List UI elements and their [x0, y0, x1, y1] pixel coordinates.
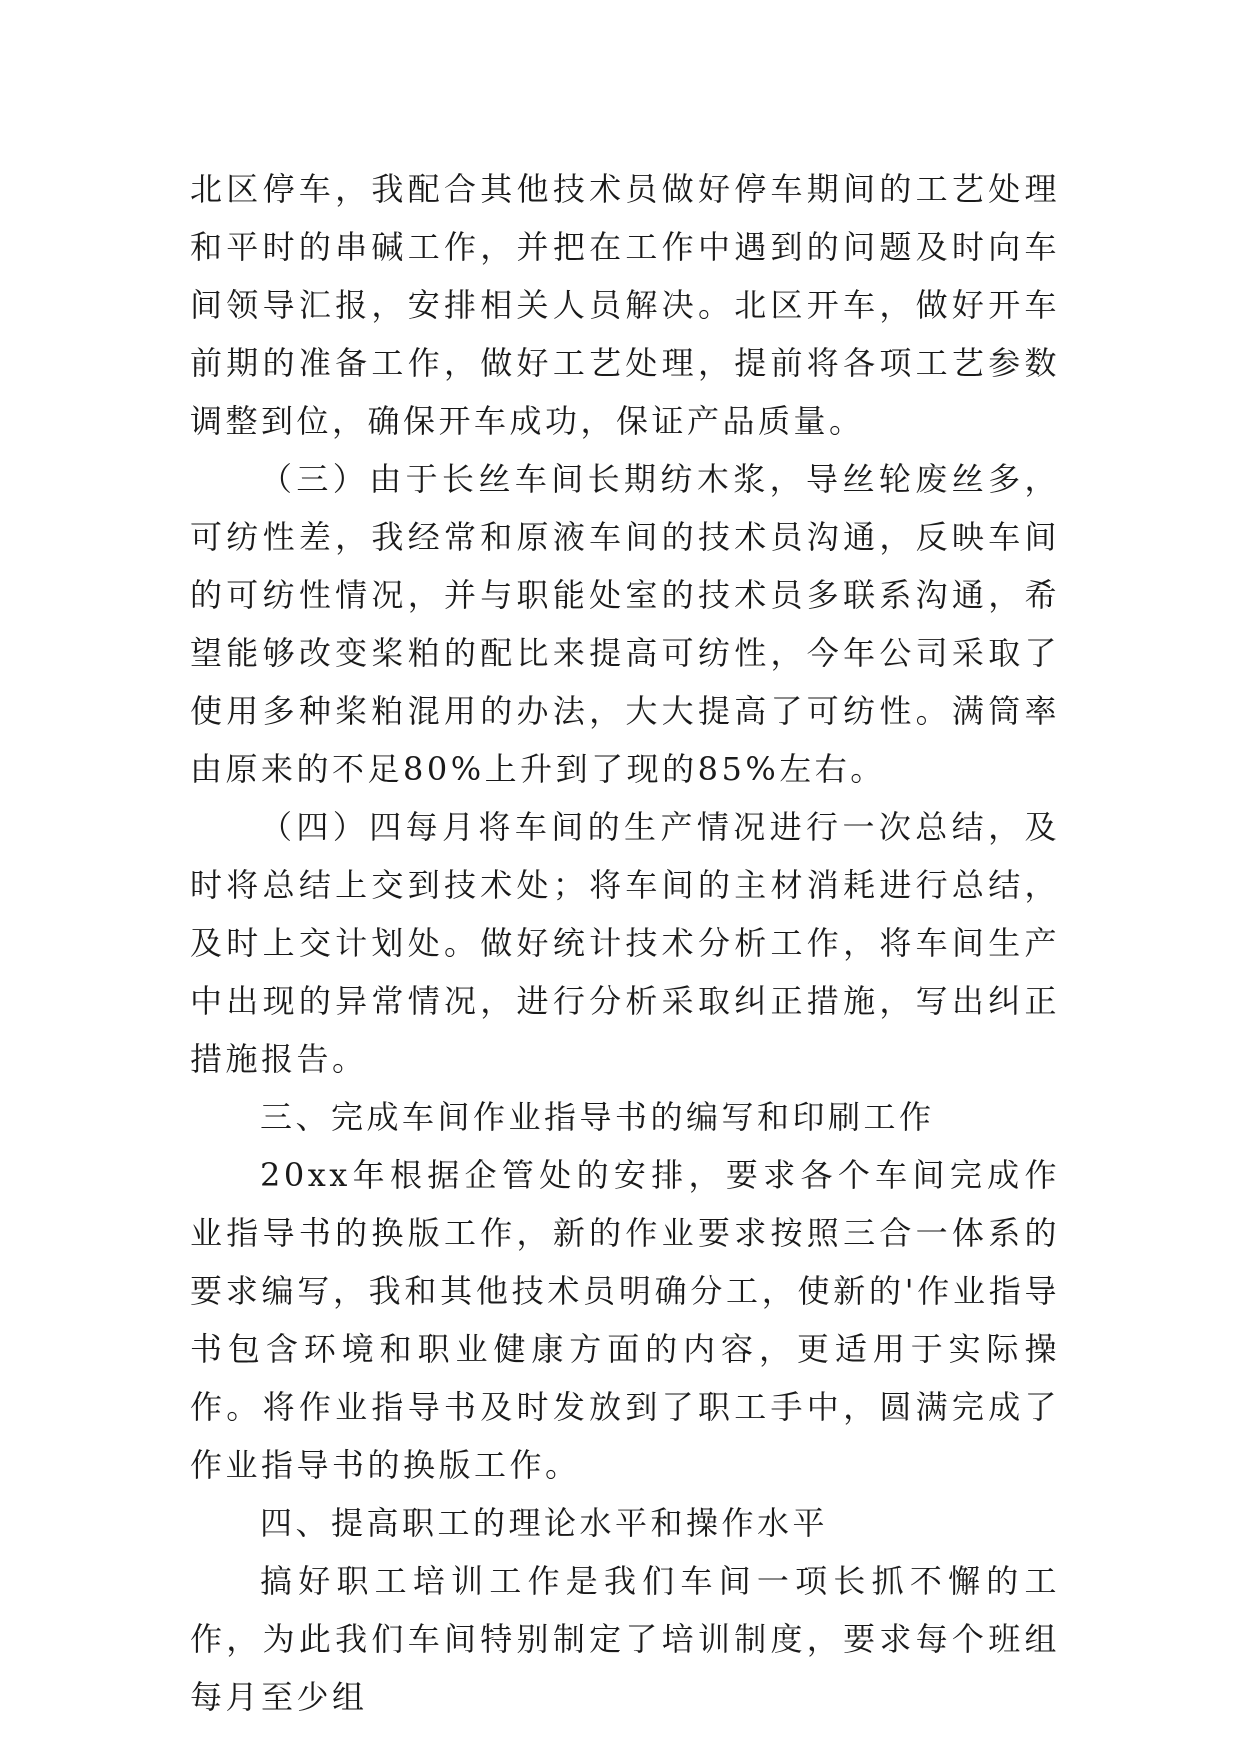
paragraph-staff-training: 搞好职工培训工作是我们车间一项长抓不懈的工作，为此我们车间特别制定了培训制度，要求每个班组每月至少组 — [190, 1562, 1060, 1716]
document-body — [190, 160, 1060, 1726]
paragraph-section-three-spinnability: （三）由于长丝车间长期纺木浆，导丝轮废丝多，可纺性差，我经常和原液车间的技术员沟通，反映车间的可纺性情况，并与职能处室的技术员多联系沟通，希望能够改变桨粕的配比来提高可纺性，今年公司采取了使用多种桨粕混用的办法，大大提高了可纺性。满筒率由原来的不足80%上升到了现的85%左右。 — [190, 460, 1060, 788]
paragraph-work-instruction-revision: 20xx年根据企管处的安排，要求各个车间完成作业指导书的换版工作，新的作业要求按照三合一体系的要求编写，我和其他技术员明确分工，使新的'作业指导书包含环境和职业健康方面的内容，更适用于实际操作。将作业指导书及时发放到了职工手中，圆满完成了作业指导书的换版工作。 — [190, 1156, 1060, 1484]
heading-staff-training: 四、提高职工的理论水平和操作水平 — [260, 1504, 829, 1542]
paragraph-north-area-shutdown: 北区停车，我配合其他技术员做好停车期间的工艺处理和平时的串碱工作，并把在工作中遇到的问题及时向车间领导汇报，安排相关人员解决。北区开车，做好开车前期的准备工作，做好工艺处理，提前将各项工艺参数调整到位，确保开车成功，保证产品质量。 — [190, 170, 1060, 440]
heading-work-instruction: 三、完成车间作业指导书的编写和印刷工作 — [260, 1098, 935, 1136]
paragraph-section-four-monthly-summary: （四）四每月将车间的生产情况进行一次总结，及时将总结上交到技术处；将车间的主材消耗进行总结，及时上交计划处。做好统计技术分析工作，将车间生产中出现的异常情况，进行分析采取纠正措施，写出纠正措施报告。 — [190, 808, 1060, 1078]
